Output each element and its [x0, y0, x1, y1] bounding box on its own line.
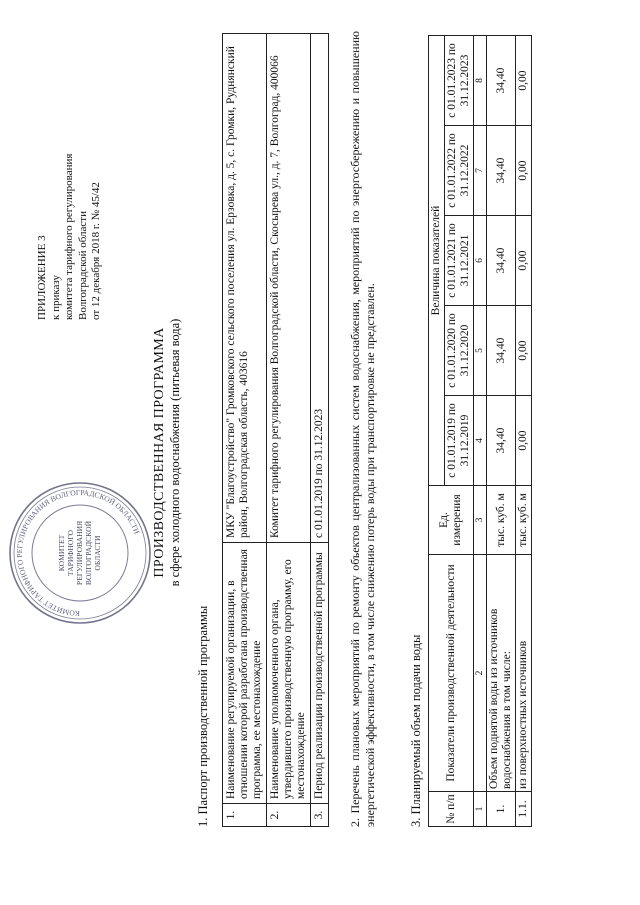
column-index: 3	[474, 486, 487, 555]
table-row	[267, 34, 311, 827]
svg-text:ОБЛАСТИ: ОБЛАСТИ	[93, 535, 102, 571]
row-label: Наименование уполномоченного органа, утвердившего производственную программу, его местонахождение	[267, 543, 311, 804]
appendix-line: от 12 декабря 2018 г. № 45/42	[90, 182, 102, 320]
svg-text:ВОЛГОГРАДСКОЙ: ВОЛГОГРАДСКОЙ	[84, 520, 93, 586]
row-label: Наименование регулируемой организации, в отношении которой разработана производственная программа, ее местонахождение	[223, 543, 267, 804]
column-index: 2	[474, 555, 487, 792]
table-header-row	[429, 36, 445, 827]
svg-text:КОМИТЕТ ТАРИФНОГО РЕГУЛИРОВАНИ: КОМИТЕТ ТАРИФНОГО РЕГУЛИРОВАНИЯ ВОЛГОГРАДСКОЙ ОБЛАСТИ	[14, 487, 142, 619]
row-value: 0,00	[516, 216, 532, 306]
svg-text:КОМИТЕТ: КОМИТЕТ	[57, 534, 66, 572]
row-value: 34,40	[487, 216, 516, 306]
header-values: Величина показателей	[429, 36, 445, 486]
official-seal-image	[6, 479, 154, 627]
header-unit: Ед. измерения	[429, 486, 474, 555]
column-index: 1	[474, 792, 487, 827]
column-index: 7	[474, 126, 487, 216]
appendix-header	[36, 20, 104, 320]
section-2-paragraph: 2. Перечень плановых мероприятий по ремонту объектов централизованных систем водоснабжения, мероприятий по энергосбережению и повышению энергетической эффективности, в том числе снижению потерь воды при транспортировке не представлен.	[348, 31, 377, 827]
row-value: 34,40	[487, 36, 516, 126]
row-value: 0,00	[516, 396, 532, 486]
row-value: с 01.01.2019 по 31.12.2023	[311, 34, 329, 543]
row-indicator: из поверхностных источников	[516, 555, 532, 792]
header-period: с 01.01.2022 по 31.12.2022	[445, 126, 474, 216]
section-1-heading: 1. Паспорт производственной программы	[196, 605, 210, 827]
appendix-line: комитета тарифного регулирования	[63, 153, 75, 320]
header-period: с 01.01.2023 по 31.12.2023	[445, 36, 474, 126]
column-index: 6	[474, 216, 487, 306]
row-label: Период реализации производственной программы	[311, 543, 329, 804]
row-value: 34,40	[487, 396, 516, 486]
appendix-line: Волгоградской области	[76, 211, 89, 320]
row-unit: тыс. куб. м	[516, 486, 532, 555]
column-index: 4	[474, 396, 487, 486]
table-row	[311, 34, 329, 827]
page-subtitle: в сфере холодного водоснабжения (питьевая вода)	[168, 318, 182, 587]
row-value: 0,00	[516, 126, 532, 216]
header-period: с 01.01.2020 по 31.12.2020	[445, 306, 474, 396]
row-number: 1.	[487, 792, 516, 827]
section-3-heading: 3. Планируемый объем подачи воды	[409, 634, 423, 827]
row-value: 34,40	[487, 126, 516, 216]
appendix-line: к приказу	[49, 274, 62, 320]
column-index-row	[474, 36, 487, 827]
row-value: 0,00	[516, 306, 532, 396]
row-value: МКУ "Благоустройство" Громковского сельского поселения ул. Ерзовка, д. 5, с. Громки, Руднянский район, Волгоградская область, 403616	[223, 34, 267, 543]
svg-text:РЕГУЛИРОВАНИЯ: РЕГУЛИРОВАНИЯ	[75, 520, 84, 586]
header-number: № п/п	[429, 792, 474, 827]
header-indicator: Показатели производственной деятельности	[429, 555, 474, 792]
row-number: 1.	[223, 804, 267, 827]
passport-table	[222, 33, 329, 827]
row-value: 0,00	[516, 36, 532, 126]
table-row	[516, 36, 532, 827]
appendix-line: ПРИЛОЖЕНИЕ 3	[36, 235, 48, 320]
row-unit: тыс. куб. м	[487, 486, 516, 555]
row-indicator: Объем поднятой воды из источников водоснабжения в том числе:	[487, 555, 516, 792]
row-value: 34,40	[487, 306, 516, 396]
page-title: ПРОИЗВОДСТВЕННАЯ ПРОГРАММА	[152, 327, 167, 578]
table-row	[223, 34, 267, 827]
row-number: 3.	[311, 804, 329, 827]
column-index: 8	[474, 36, 487, 126]
row-value: Комитет тарифного регулирования Волгоградской области, Скосырева ул., д. 7, Волгоград, 400066	[267, 34, 311, 543]
column-index: 5	[474, 306, 487, 396]
header-period: с 01.01.2019 по 31.12.2019	[445, 396, 474, 486]
water-volume-table	[428, 35, 532, 827]
svg-text:ТАРИФНОГО: ТАРИФНОГО	[66, 529, 75, 577]
table-row	[487, 36, 516, 827]
header-period: с 01.01.2021 по 31.12.2021	[445, 216, 474, 306]
row-number: 1.1.	[516, 792, 532, 827]
row-number: 2.	[267, 804, 311, 827]
